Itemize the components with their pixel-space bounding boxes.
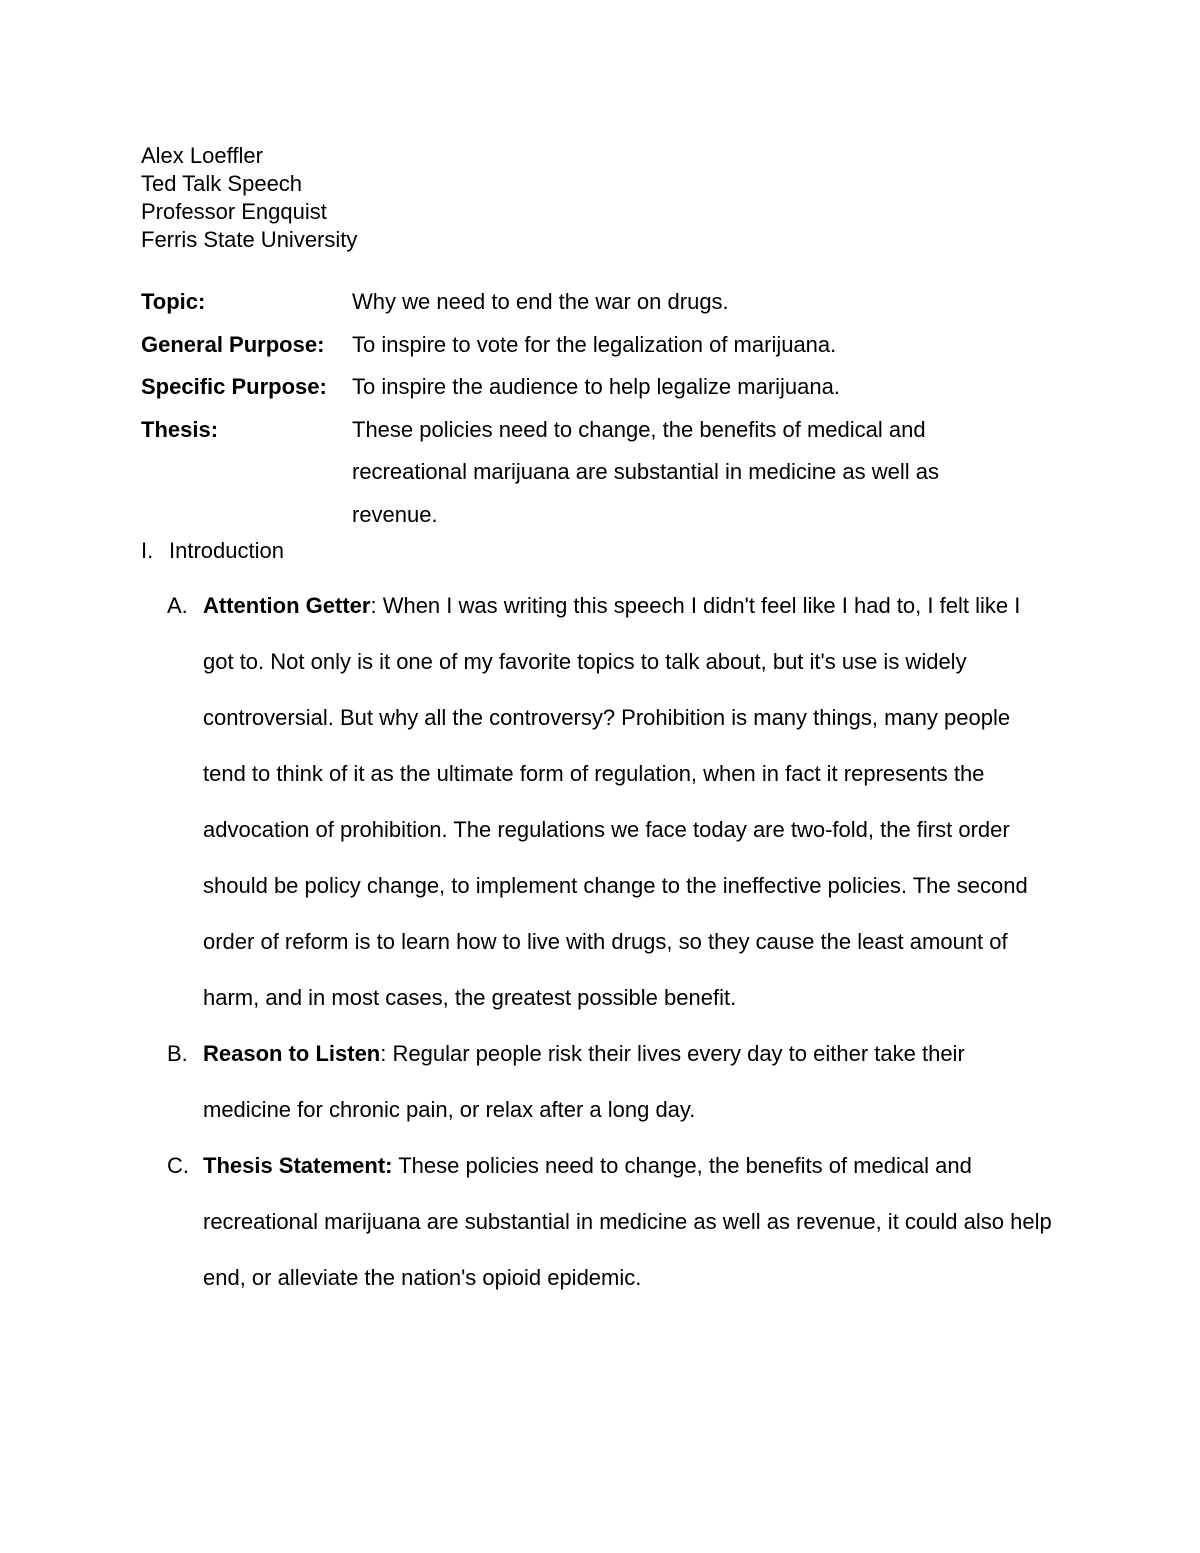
meta-label: Specific Purpose:: [141, 374, 327, 399]
meta-label: Topic:: [141, 289, 206, 314]
outline-item-reason-to-listen: [167, 1026, 1061, 1138]
meta-value: To inspire to vote for the legalization of marijuana.: [352, 331, 837, 357]
item-separator: :: [370, 593, 383, 618]
outline-item-attention-getter: [167, 578, 1061, 1026]
item-text: Regular people risk their lives every day to either take their medicine for chronic pain, or relax after a long day.: [203, 1041, 965, 1122]
meta-value: These policies need to change, the benefits of medical and recreational marijuana are substantial in medicine as well as revenue.: [352, 416, 939, 527]
author-name: Alex Loeffler: [141, 143, 263, 168]
item-letter: B.: [167, 1041, 188, 1066]
meta-row-specific-purpose: [141, 366, 1041, 409]
meta-value: Why we need to end the war on drugs.: [352, 289, 729, 314]
outline-section-heading: [141, 530, 1061, 572]
item-label: Thesis Statement:: [203, 1153, 393, 1178]
assignment-title: Ted Talk Speech: [141, 171, 303, 196]
meta-row-general-purpose: [141, 324, 1041, 367]
item-text: These policies need to change, the benefits of medical and recreational marijuana are substantial in medicine as well as revenue, it could also help end, or alleviate the nation's opioid epidemic.: [203, 1153, 1052, 1290]
speech-outline: [141, 530, 1061, 1306]
meta-value: To inspire the audience to help legalize marijuana.: [352, 374, 840, 399]
speech-meta: [141, 281, 1041, 536]
item-letter: C.: [167, 1153, 189, 1178]
item-separator: :: [380, 1041, 393, 1066]
professor-name: Professor Engquist: [141, 199, 327, 224]
item-body: [203, 1138, 1053, 1306]
item-letter: A.: [167, 593, 188, 618]
item-body: [203, 578, 1053, 1026]
header-block: [141, 142, 357, 254]
meta-label: General Purpose:: [141, 331, 325, 357]
item-body: [203, 1026, 1053, 1138]
section-number: I.: [141, 538, 154, 563]
school-name: Ferris State University: [141, 227, 358, 252]
meta-row-thesis: [141, 409, 1041, 537]
section-title: Introduction: [169, 538, 284, 563]
item-text: When I was writing this speech I didn't feel like I had to, I felt like I got to. Not only is it one of my favorite topics to talk about, but it's use is widely controversial. But why all the controversy? Prohibition is many things, many people tend to think of it as the ultimate form of regulation, when in fact it represents the advocation of prohibition. The regulations we face today are two-fold, the first order should be policy change, to implement change to the ineffective policies. The second order of reform is to learn how to live with drugs, so they cause the least amount of harm, and in most cases, the greatest possible benefit.: [203, 593, 1028, 1010]
meta-label: Thesis:: [141, 416, 219, 442]
outline-item-thesis-statement: [167, 1138, 1061, 1306]
item-label: Attention Getter: [203, 593, 371, 618]
meta-row-topic: [141, 281, 1041, 324]
item-label: Reason to Listen: [203, 1041, 381, 1066]
